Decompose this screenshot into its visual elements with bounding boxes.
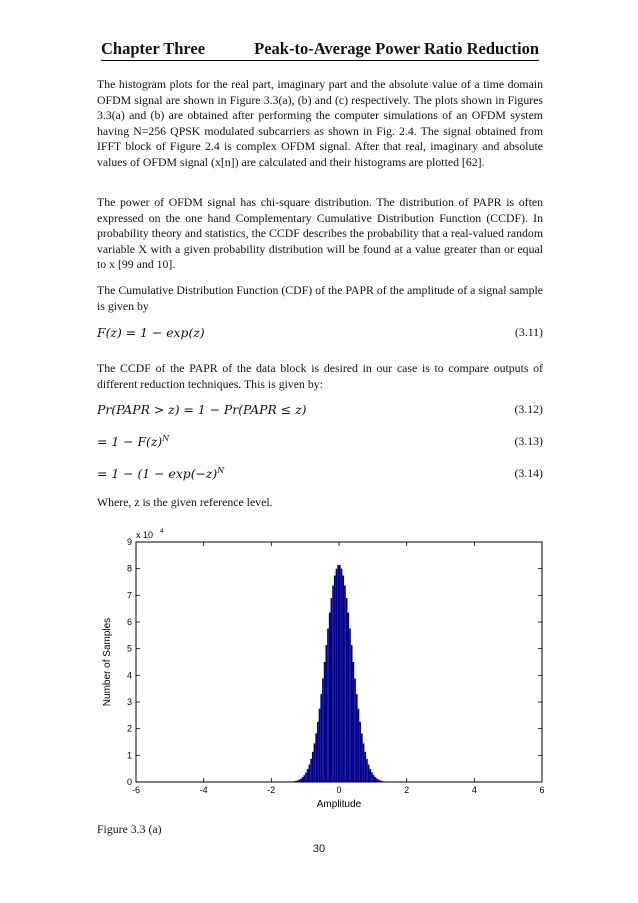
paragraph-ccdf-definition: The power of OFDM signal has chi-square distribution. The distribution of PAPR is often expressed on the one hand Complementary Cumulative Distribution Function (CCDF). In probability theory and statistics, the CCDF describes the probability that a real-valued random variable X with a given probability distribution will be found at a value greater than or equal to x [99 and 10]. <box>97 195 543 272</box>
x-tick-label: 2 <box>404 785 410 795</box>
histogram-bar-30 <box>339 565 341 782</box>
histogram-bar-50 <box>373 775 375 782</box>
histogram-bar-10 <box>305 772 307 782</box>
y-multiplier-label: x 10 <box>136 530 154 540</box>
histogram-bar-20 <box>322 678 324 782</box>
histogram-bar-29 <box>337 565 339 782</box>
y-tick-label: 8 <box>126 563 132 574</box>
equation-number: (3.14) <box>514 466 543 480</box>
histogram-bar-43 <box>361 733 363 782</box>
y-tick-label: 0 <box>126 777 132 787</box>
histogram-bar-40 <box>356 694 358 782</box>
x-tick-label: 0 <box>336 785 342 795</box>
y-tick-label: 4 <box>126 670 132 681</box>
chapter-label: Chapter Three <box>101 39 206 58</box>
histogram-bar-44 <box>363 743 365 782</box>
histogram-bar-36 <box>349 628 351 782</box>
histogram-figure <box>96 523 548 815</box>
paragraph-reference-level: Where, z is the given reference level. <box>97 495 273 509</box>
histogram-bar-11 <box>307 769 309 782</box>
y-tick-label: 3 <box>126 697 132 707</box>
histogram-bar-7 <box>300 779 302 782</box>
x-tick-label: 6 <box>539 785 545 795</box>
histogram-bar-15 <box>314 743 316 782</box>
histogram-bar-37 <box>351 645 353 782</box>
y-tick-label: 2 <box>126 723 132 734</box>
histogram-bar-39 <box>354 678 356 782</box>
x-axis-label: Amplitude <box>316 799 362 810</box>
x-tick-label: -4 <box>199 785 208 795</box>
histogram-bar-46 <box>366 759 368 782</box>
histogram-bar-23 <box>327 628 329 782</box>
histogram-bar-28 <box>336 569 338 782</box>
histogram-bar-25 <box>331 598 333 782</box>
histogram-bar-18 <box>319 709 321 782</box>
header-rule <box>101 60 539 61</box>
paragraph-ccdf-intro: The CCDF of the PAPR of the data block is desired in our case is to compare outputs of different reduction techniques. This is given by: <box>97 361 543 391</box>
y-tick-label: 1 <box>126 750 132 761</box>
histogram-bar-42 <box>359 722 361 782</box>
x-tick-label: -6 <box>131 785 141 795</box>
x-tick-label: 4 <box>471 785 477 795</box>
equation-3-11 <box>97 325 543 341</box>
figure-caption: Figure 3.3 (a) <box>97 822 162 836</box>
paragraph-cdf-intro: The Cumulative Distribution Function (CDF) of the PAPR of the amplitude of a signal sample is given by <box>97 283 543 313</box>
histogram-chart <box>96 523 548 815</box>
equation-body: Pr(PAPR > z) = 1 − Pr(PAPR ≤ z) <box>97 402 307 417</box>
histogram-bar-16 <box>315 733 317 782</box>
histogram-bar-14 <box>312 752 314 782</box>
equation-number: (3.11) <box>514 325 543 339</box>
histogram-bar-31 <box>341 569 343 782</box>
histogram-bar-17 <box>317 722 319 782</box>
paragraph-histogram-intro: The histogram plots for the real part, imaginary part and the absolute value of a time domain OFDM signal are shown in Figure 3.3(a), (b) and (c) respectively. The plots shown in Figures 3.3(a) and (b) are obtained after performing the computer simulations of an OFDM system having N=256 QPSK modulated subcarriers as shown in Fig. 2.4. The signal obtained from IFFT block of Figure 2.4 is complex OFDM signal. After that real, imaginary and absolute values of OFDM signal (x[n]) are calculated and their histograms are plotted [62]. <box>97 77 543 169</box>
histogram-bar-47 <box>368 764 370 782</box>
y-tick-label: 6 <box>126 617 132 627</box>
equation-exponent: N <box>162 434 170 443</box>
chapter-title: Peak-to-Average Power Ratio Reduction <box>254 39 539 58</box>
histogram-bar-24 <box>329 613 331 783</box>
histogram-bar-13 <box>310 759 312 782</box>
equation-3-12 <box>97 402 543 418</box>
histogram-bar-19 <box>320 694 322 782</box>
equation-body: F(z) = 1 − exp(z) <box>97 325 205 340</box>
y-tick-label: 7 <box>126 590 132 601</box>
y-tick-label: 9 <box>126 537 132 547</box>
x-tick-label: -2 <box>267 785 276 795</box>
histogram-bar-12 <box>309 764 311 782</box>
equation-exponent: N <box>217 466 225 475</box>
equation-number: (3.13) <box>514 434 543 448</box>
equation-3-14 <box>97 466 543 482</box>
histogram-bar-48 <box>369 769 371 782</box>
y-axis-label: Number of Samples <box>102 617 113 707</box>
histogram-bar-26 <box>332 585 334 782</box>
histogram-bar-33 <box>344 585 346 782</box>
y-multiplier-exponent: 4 <box>160 528 164 535</box>
histogram-bar-52 <box>376 779 378 782</box>
histogram-bar-41 <box>358 709 360 782</box>
histogram-bar-51 <box>375 777 377 782</box>
running-header <box>101 37 539 63</box>
equation-3-13 <box>97 434 543 450</box>
y-tick-label: 5 <box>126 643 132 654</box>
histogram-bar-34 <box>346 598 348 782</box>
histogram-bar-27 <box>334 576 336 782</box>
page-number: 30 <box>312 843 326 855</box>
equation-number: (3.12) <box>514 402 543 416</box>
histogram-bar-45 <box>364 752 366 782</box>
histogram-bar-32 <box>342 576 344 782</box>
histogram-bar-22 <box>325 645 327 782</box>
histogram-bar-9 <box>303 775 305 782</box>
histogram-bar-35 <box>347 613 349 783</box>
histogram-bar-38 <box>353 662 355 782</box>
histogram-bar-21 <box>324 662 326 782</box>
histogram-bar-49 <box>371 772 373 782</box>
equation-body: = 1 − F(z) <box>97 434 163 450</box>
equation-body: = 1 − (1 − exp(−z) <box>97 466 218 482</box>
histogram-bar-8 <box>302 777 304 782</box>
